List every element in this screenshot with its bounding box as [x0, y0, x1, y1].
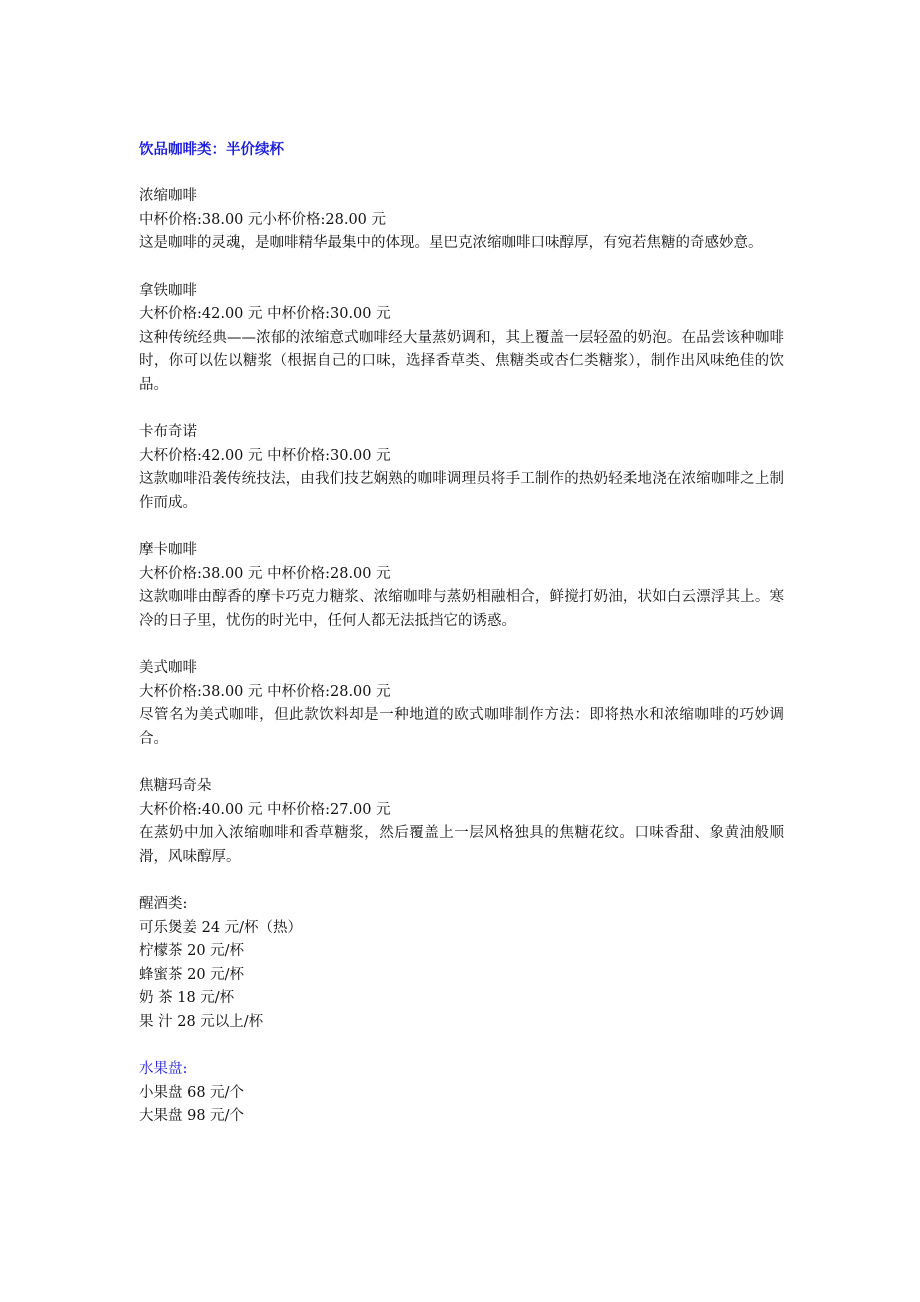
item-description: 尽管名为美式咖啡，但此款饮料却是一种地道的欧式咖啡制作方法：即将热水和浓缩咖啡的巧妙调合。 — [139, 707, 784, 747]
document-page — [139, 138, 784, 1129]
menu-item-espresso — [139, 185, 784, 256]
list-item: 大果盘 98 元/个 — [139, 1108, 245, 1125]
item-description: 这种传统经典——浓郁的浓缩意式咖啡经大量蒸奶调和，其上覆盖一层轻盈的奶泡。在品尝该种咖啡时，你可以佐以糖浆（根据自己的口味，选择香草类、焦糖类或杏仁类糖浆），制作出风味绝佳的饮品。 — [139, 329, 784, 393]
item-price: 大杯价格:38.00 元 中杯价格:28.00 元 — [139, 683, 391, 700]
spacer — [139, 633, 784, 657]
list-item: 奶 茶 18 元/杯 — [139, 990, 235, 1007]
item-name: 美式咖啡 — [139, 660, 197, 677]
spacer — [139, 869, 784, 893]
menu-item-cappuccino — [139, 421, 784, 515]
spacer — [139, 751, 784, 775]
fruit-section — [139, 1058, 784, 1129]
menu-item-americano — [139, 657, 784, 751]
menu-item-mocha — [139, 539, 784, 633]
menu-item-latte — [139, 280, 784, 398]
spacer — [139, 162, 784, 186]
spacer — [139, 256, 784, 280]
item-name: 卡布奇诺 — [139, 424, 197, 441]
item-name: 焦糖玛奇朵 — [139, 778, 212, 795]
item-description: 这款咖啡由醇香的摩卡巧克力糖浆、浓缩咖啡与蒸奶相融相合，鲜搅打奶油，状如白云漂浮其上。寒冷的日子里，忧伤的时光中，任何人都无法抵挡它的诱惑。 — [139, 589, 784, 629]
item-description: 在蒸奶中加入浓缩咖啡和香草糖浆，然后覆盖上一层风格独具的焦糖花纹。口味香甜、象黄油般顺滑，风味醇厚。 — [139, 825, 784, 865]
item-description: 这是咖啡的灵魂，是咖啡精华最集中的体现。星巴克浓缩咖啡口味醇厚，有宛若焦糖的奇感妙意。 — [139, 235, 763, 252]
item-price: 中杯价格:38.00 元小杯价格:28.00 元 — [139, 211, 387, 228]
spacer — [139, 1035, 784, 1059]
list-item: 蜂蜜茶 20 元/杯 — [139, 966, 245, 983]
item-name: 浓缩咖啡 — [139, 188, 197, 205]
list-item: 柠檬茶 20 元/杯 — [139, 943, 245, 960]
list-item: 小果盘 68 元/个 — [139, 1084, 245, 1101]
coffee-section-title: 饮品咖啡类：半价续杯 — [139, 141, 284, 158]
item-name: 摩卡咖啡 — [139, 542, 197, 559]
item-description: 这款咖啡沿袭传统技法，由我们技艺娴熟的咖啡调理员将手工制作的热奶轻柔地浇在浓缩咖啡之上制作而成。 — [139, 471, 784, 511]
list-item: 可乐煲姜 24 元/杯（热） — [139, 919, 303, 936]
item-price: 大杯价格:42.00 元 中杯价格:30.00 元 — [139, 447, 391, 464]
item-price: 大杯价格:38.00 元 中杯价格:28.00 元 — [139, 565, 391, 582]
item-price: 大杯价格:42.00 元 中杯价格:30.00 元 — [139, 306, 391, 323]
hangover-section — [139, 893, 784, 1035]
fruit-section-title: 水果盘: — [139, 1061, 188, 1078]
item-price: 大杯价格:40.00 元 中杯价格:27.00 元 — [139, 801, 391, 818]
menu-item-caramel-macchiato — [139, 775, 784, 869]
spacer — [139, 398, 784, 422]
list-item: 果 汁 28 元以上/杯 — [139, 1013, 264, 1030]
item-name: 拿铁咖啡 — [139, 282, 197, 299]
spacer — [139, 516, 784, 540]
hangover-section-title: 醒酒类: — [139, 896, 188, 912]
